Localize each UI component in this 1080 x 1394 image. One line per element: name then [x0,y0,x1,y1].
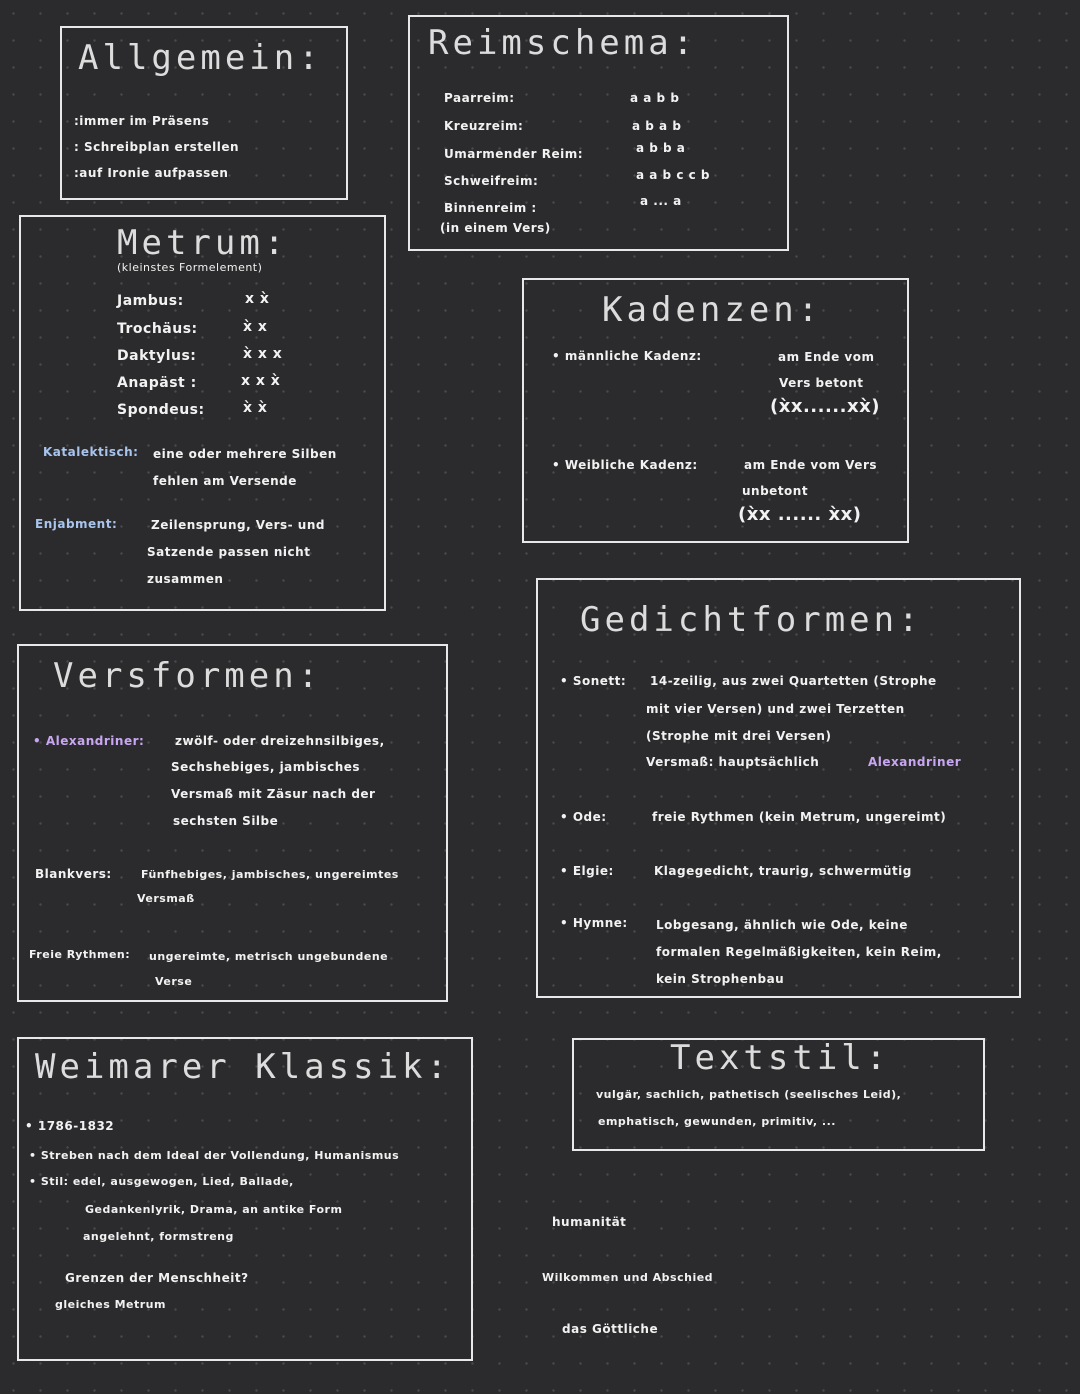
sonett-line: 14-zeilig, aus zwei Quartetten (Strophe [650,674,937,688]
versformen-box [17,644,448,1002]
ode-label: • Ode: [560,810,607,824]
alexandriner-line: Versmaß mit Zäsur nach der [171,787,376,801]
metrum-name: Spondeus: [117,402,205,418]
katalektisch-text: eine oder mehrere Silben [153,447,337,461]
sonett-label: • Sonett: [560,674,626,688]
note-goettliche: das Göttliche [562,1322,659,1336]
textstil-title: Textstil: [670,1038,891,1078]
allgemein-item: :immer im Präsens [74,114,210,128]
hymne-label: • Hymne: [560,916,628,930]
blankvers-line: Fünfhebiges, jambisches, ungereimtes [141,868,399,881]
note-willkommen: Wilkommen und Abschied [542,1271,714,1284]
weiblich-formula: (x̀x ...... x̀x) [738,504,862,525]
sonett-line: mit vier Versen) und zwei Terzetten [646,702,905,716]
sonett-line: (Strophe mit drei Versen) [646,729,832,743]
weimarer-dates: • 1786-1832 [25,1119,114,1133]
reim-name: Schweifreim: [444,174,539,188]
enjambment-label: Enjabment: [35,517,118,531]
hymne-line: formalen Regelmäßigkeiten, kein Reim, [656,945,942,959]
sonett-line: Versmaß: hauptsächlich [646,755,820,769]
ode-text: freie Rythmen (kein Metrum, ungereimt) [652,810,947,824]
reimschema-title: Reimschema: [428,23,698,63]
reim-name: Umarmender Reim: [444,147,584,161]
maennlich-formula: (x̀x......xx̀) [770,396,880,417]
alexandriner-label: • Alexandriner: [33,734,144,748]
weimarer-stil-line: Gedankenlyrik, Drama, an antike Form [85,1203,343,1216]
elegie-text: Klagegedicht, traurig, schwermütig [654,864,912,878]
kadenzen-title: Kadenzen: [602,290,823,330]
note-humanitaet: humanität [552,1215,627,1229]
enjambment-text: Satzende passen nicht [147,545,311,559]
weimarer-streben: • Streben nach dem Ideal der Vollendung, Humanismus [29,1149,399,1162]
maennlich-text: Vers betont [779,376,864,390]
kadenzen-box [522,278,909,543]
hymne-line: kein Strophenbau [656,972,785,986]
textstil-line: emphatisch, gewunden, primitiv, ... [598,1115,836,1128]
allgemein-title: Allgemein: [78,38,323,78]
reim-note: (in einem Vers) [440,221,551,235]
metrum-pattern: x̀ x [243,319,268,335]
freie-rythmen-line: ungereimte, metrisch ungebundene [149,950,389,963]
weimarer-stil-line: angelehnt, formstreng [83,1230,234,1243]
reim-pattern: a a b c c b [636,168,710,182]
elegie-label: • Elgie: [560,864,614,878]
alexandriner-line: sechsten Silbe [173,814,279,828]
blankvers-label: Blankvers: [35,867,112,881]
katalektisch-label: Katalektisch: [43,445,139,459]
alexandriner-line: Sechshebiges, jambisches [171,760,361,774]
weiblich-text: am Ende vom Vers [744,458,878,472]
weimarer-stil: • Stil: edel, ausgewogen, Lied, Ballade, [29,1175,294,1188]
reim-name: Paarreim: [444,91,515,105]
reim-pattern: a b a b [632,119,682,133]
allgemein-box [60,26,348,200]
katalektisch-text: fehlen am Versende [153,474,297,488]
weimarer-metrum: gleiches Metrum [55,1298,166,1311]
enjambment-text: zusammen [147,572,224,586]
weimarer-klassik-title: Weimarer Klassik: [35,1047,451,1087]
alexandriner-line: zwölf- oder dreizehnsilbiges, [175,734,385,748]
enjambment-text: Zeilensprung, Vers- und [151,518,325,532]
allgemein-item: : Schreibplan erstellen [74,140,240,154]
reim-pattern: a b b a [636,141,686,155]
textstil-line: vulgär, sachlich, pathetisch (seelisches Leid), [596,1088,902,1101]
gedichtformen-box [536,578,1021,998]
weimarer-klassik-box [17,1037,473,1361]
sonett-highlight: Alexandriner [868,755,962,769]
textstil-box [572,1038,985,1151]
versformen-title: Versformen: [53,656,323,696]
metrum-title: Metrum: [117,223,289,263]
weiblich-text: unbetont [742,484,809,498]
metrum-name: Daktylus: [117,348,197,364]
blankvers-line: Versmaß [137,892,195,905]
weimarer-grenzen: Grenzen der Menschheit? [65,1271,249,1285]
freie-rythmen-line: Verse [155,975,193,988]
metrum-name: Trochäus: [117,321,198,337]
freie-rythmen-label: Freie Rythmen: [29,948,131,961]
maennlich-text: am Ende vom [778,350,875,364]
reim-name: Binnenreim : [444,201,537,215]
metrum-box [19,215,386,611]
weiblich-label: • Weibliche Kadenz: [552,458,698,472]
reim-pattern: a a b b [630,91,680,105]
hymne-line: Lobgesang, ähnlich wie Ode, keine [656,918,908,932]
reimschema-box [408,15,789,251]
reim-name: Kreuzreim: [444,119,524,133]
metrum-pattern: x̀ x x [243,346,283,362]
metrum-name: Anapäst : [117,375,197,391]
metrum-subtitle: (kleinstes Formelement) [117,261,263,274]
maennlich-label: • männliche Kadenz: [552,349,702,363]
gedichtformen-title: Gedichtformen: [580,600,923,640]
metrum-pattern: x̀ x̀ [243,400,268,416]
metrum-pattern: x x x̀ [241,373,281,389]
metrum-name: Jambus: [117,293,184,309]
metrum-pattern: x x̀ [245,291,270,307]
reim-pattern: a ... a [640,194,682,208]
allgemein-item: :auf Ironie aufpassen [74,166,229,180]
